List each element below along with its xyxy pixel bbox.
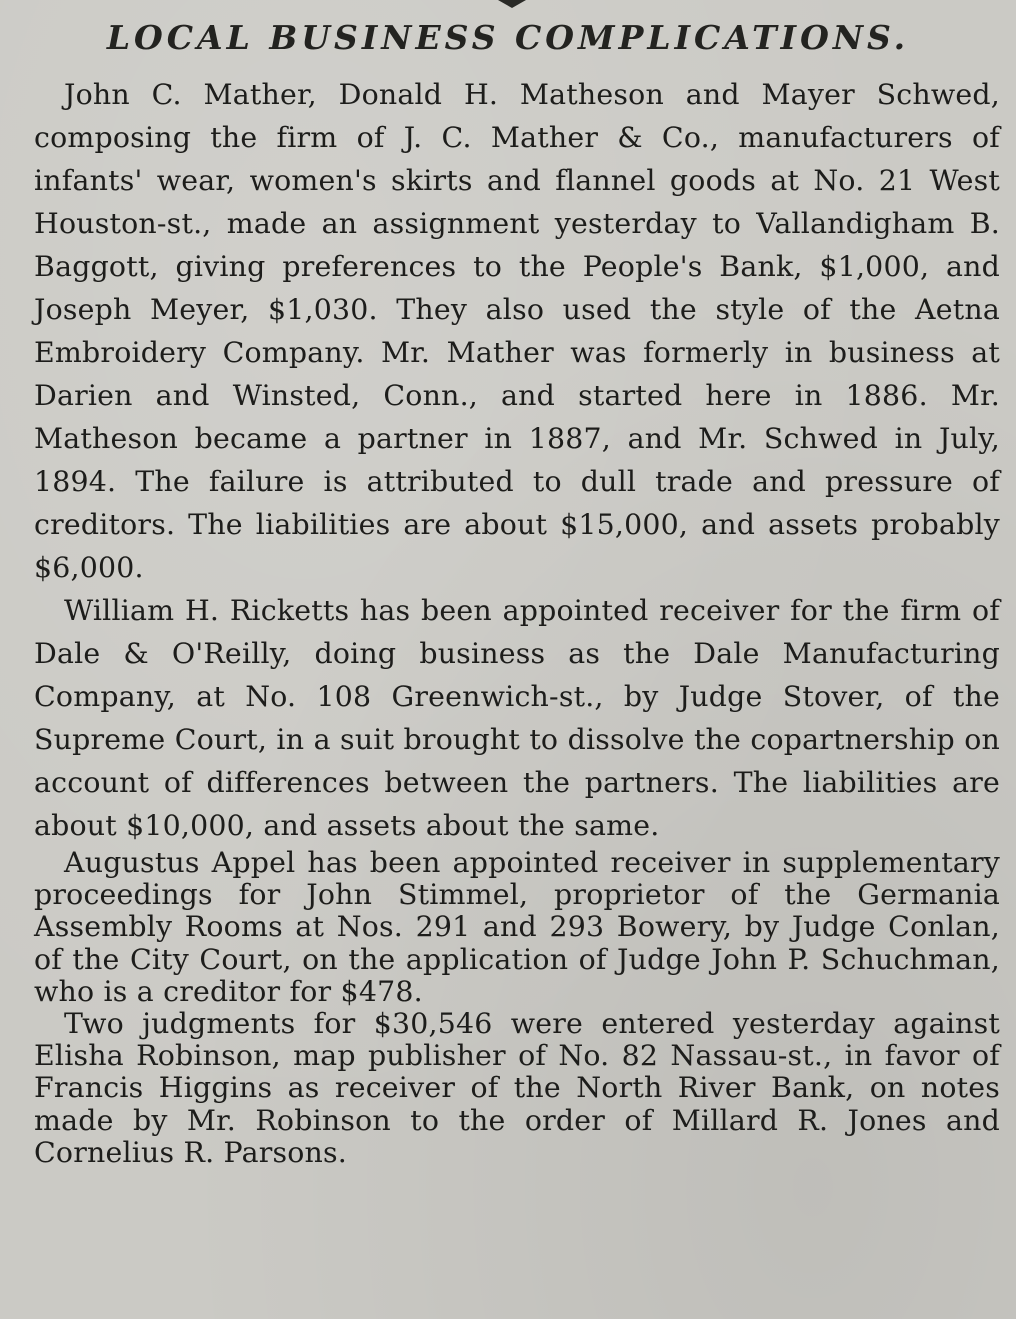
article-paragraph: John C. Mather, Donald H. Matheson and Mayer Schwed, composing the firm of J. C. Mather & Co., manufacturers of infants' wear, women's skirts and flannel goods at No. 21 West Houston-st., made an assignment yesterday to Vallandigham B. Baggott, giving preferences to the People's Bank, $1,000, and Joseph Meyer, $1,030. They also used the style of the Aetna Embroidery Company. Mr. Mather was formerly in business at Darien and Winsted, Conn., and started here in 1886. Mr. Matheson became a partner in 1887, and Mr. Schwed in July, 1894. The failure is attributed to dull trade and pressure of creditors. The liabilities are about $15,000, and assets probably $6,000.	[34, 78, 1000, 584]
article-paragraph: Augustus Appel has been appointed receiver in supplementary proceedings for John Stimmel, proprietor of the Germania Assembly Rooms at Nos. 291 and 293 Bowery, by Judge Conlan, of the City Court, on the application of Judge John P. Schuchman, who is a creditor for $478.	[34, 846, 1000, 1008]
article-paragraph: William H. Ricketts has been appointed receiver for the firm of Dale & O'Reilly, doing business as the Dale Manufacturing Company, at No. 108 Greenwich-st., by Judge Stover, of the Supreme Court, in a suit brought to dissolve the copartnership on account of differences between the partners. The liabilities are about $10,000, and assets about the same.	[34, 594, 1000, 842]
article-body	[34, 73, 1000, 1169]
ornament-icon	[498, 0, 526, 8]
article-headline: LOCAL BUSINESS COMPLICATIONS.	[106, 18, 910, 57]
article-paragraph: Two judgments for $30,546 were entered yesterday against Elisha Robinson, map publisher of No. 82 Nassau-st., in favor of Francis Higgins as receiver of the North River Bank, on notes made by Mr. Robinson to the order of Millard R. Jones and Cornelius R. Parsons.	[34, 1007, 1000, 1169]
